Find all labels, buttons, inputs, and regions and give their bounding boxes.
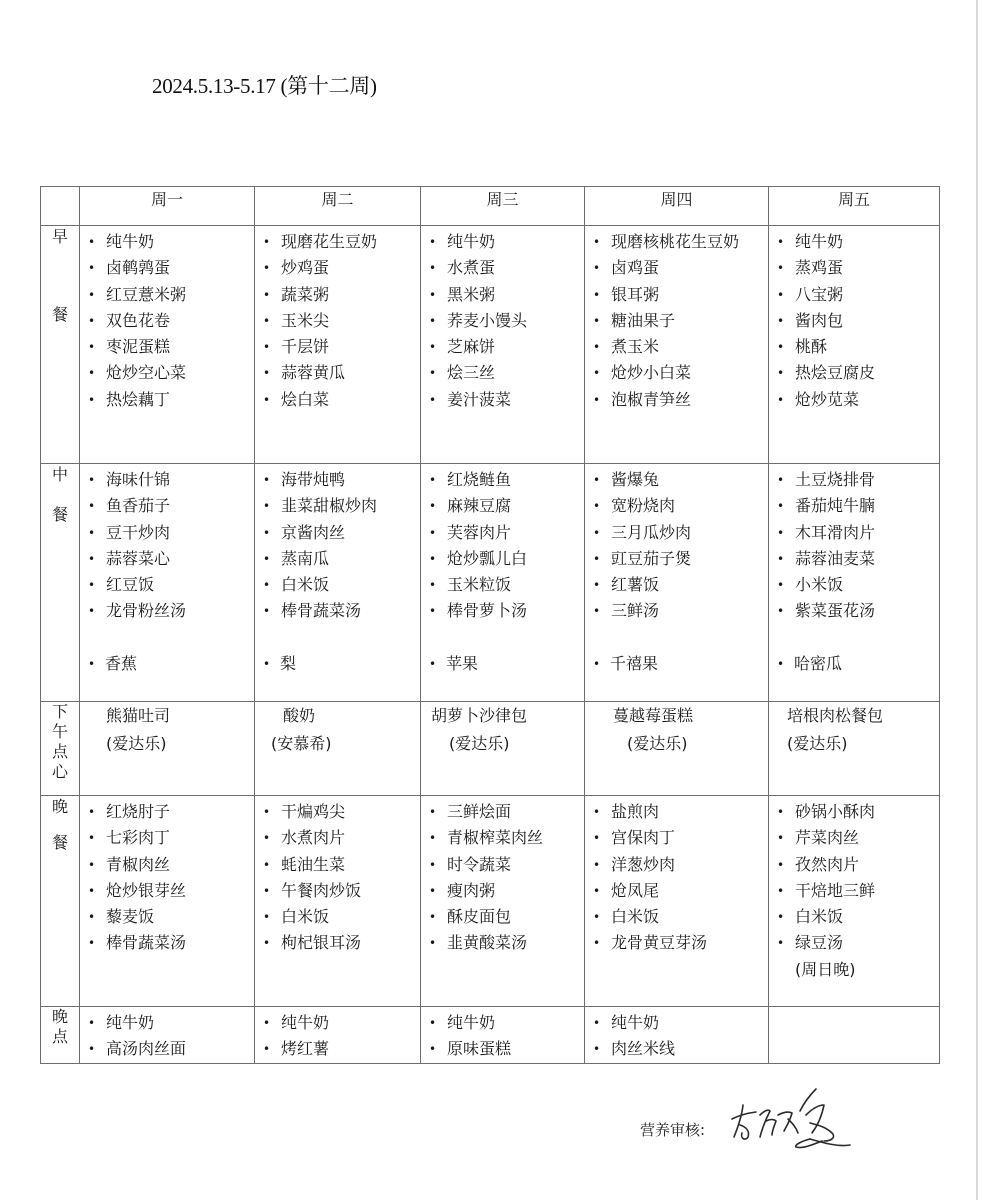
snack-cell-mon <box>80 702 255 796</box>
menu-item: • 原味蛋糕 <box>429 1036 584 1062</box>
menu-item: • 红薯饭 <box>593 572 768 598</box>
weekly-menu-table <box>40 186 940 1064</box>
menu-item: • 纯牛奶 <box>263 1010 420 1036</box>
menu-item: • 烩三丝 <box>429 360 584 386</box>
menu-item: • 干焙地三鲜 <box>777 878 939 904</box>
snack-name: 胡萝卜沙律包 <box>431 706 528 725</box>
day-header: 周四 <box>585 187 769 226</box>
snack-cell-thu <box>585 702 769 796</box>
menu-item: • 小米饭 <box>777 572 939 598</box>
menu-item: • 纯牛奶 <box>88 1010 254 1036</box>
review-signature-area <box>640 1075 860 1165</box>
day-header: 周二 <box>255 187 421 226</box>
menu-item: • 棒骨蔬菜汤 <box>263 598 420 624</box>
menu-item: • 海味什锦 <box>88 467 254 493</box>
night-cell-mon <box>80 1007 255 1064</box>
menu-item: • 炝炒瓢儿白 <box>429 546 584 572</box>
breakfast-cell-tue <box>255 226 421 464</box>
menu-item: • 瘦肉粥 <box>429 878 584 904</box>
menu-item: • 炝凤尾 <box>593 878 768 904</box>
menu-item: • 纯牛奶 <box>429 229 584 255</box>
fruit-item: • 哈密瓜 <box>777 651 939 677</box>
snack-brand: (安慕希) <box>271 734 332 753</box>
menu-item: • 现磨核桃花生豆奶 <box>593 229 768 255</box>
menu-item: • 枸杞银耳汤 <box>263 930 420 956</box>
snack-brand: (爱达乐) <box>627 734 688 753</box>
night-cell-fri <box>769 1007 940 1064</box>
menu-item: • 龙骨黄豆芽汤 <box>593 930 768 956</box>
meal-label-breakfast: 早 餐 <box>41 226 80 464</box>
snack-brand: (爱达乐) <box>106 734 167 753</box>
menu-item: • 七彩肉丁 <box>88 825 254 851</box>
menu-item: • 紫菜蛋花汤 <box>777 598 939 624</box>
menu-item: • 土豆烧排骨 <box>777 467 939 493</box>
page-title: 2024.5.13-5.17 (第十二周) <box>152 74 377 98</box>
breakfast-cell-mon <box>80 226 255 464</box>
menu-item: • 三鲜汤 <box>593 598 768 624</box>
menu-item: • 黑米粥 <box>429 282 584 308</box>
menu-item: • 红烧鲢鱼 <box>429 467 584 493</box>
menu-item: • 白米饭 <box>777 904 939 930</box>
menu-item: • 水煮蛋 <box>429 255 584 281</box>
menu-item: • 桃酥 <box>777 334 939 360</box>
menu-item: • 龙骨粉丝汤 <box>88 598 254 624</box>
menu-item: • 青椒榨菜肉丝 <box>429 825 584 851</box>
menu-item: • 白米饭 <box>593 904 768 930</box>
menu-item: • 酱爆兔 <box>593 467 768 493</box>
menu-item: • 姜汁菠菜 <box>429 387 584 413</box>
snack-row <box>41 702 940 796</box>
lunch-cell-tue <box>255 464 421 702</box>
menu-item: • 炝炒苋菜 <box>777 387 939 413</box>
night-snack-row <box>41 1007 940 1064</box>
menu-item: • 双色花卷 <box>88 308 254 334</box>
menu-item: • 海带炖鸭 <box>263 467 420 493</box>
menu-item: • 鱼香茄子 <box>88 493 254 519</box>
day-header: 周一 <box>80 187 255 226</box>
menu-item: • 番茄炖牛腩 <box>777 493 939 519</box>
page-edge <box>976 0 978 1200</box>
lunch-cell-mon <box>80 464 255 702</box>
breakfast-row <box>41 226 940 464</box>
menu-item: • 韭黄酸菜汤 <box>429 930 584 956</box>
fruit-item: • 香蕉 <box>88 651 254 677</box>
menu-item: • 红豆薏米粥 <box>88 282 254 308</box>
menu-item: • 木耳滑肉片 <box>777 520 939 546</box>
menu-item: • 泡椒青笋丝 <box>593 387 768 413</box>
menu-item: • 肉丝米线 <box>593 1036 768 1062</box>
night-cell-wed <box>421 1007 585 1064</box>
corner-cell <box>41 187 80 226</box>
menu-item: • 卤鹌鹑蛋 <box>88 255 254 281</box>
day-header: 周三 <box>421 187 585 226</box>
menu-item: • 千层饼 <box>263 334 420 360</box>
menu-item: • 芙蓉肉片 <box>429 520 584 546</box>
snack-name: 蔓越莓蛋糕 <box>613 706 694 725</box>
menu-item: • 时令蔬菜 <box>429 852 584 878</box>
menu-item: • 棒骨萝卜汤 <box>429 598 584 624</box>
snack-brand: (爱达乐) <box>787 734 848 753</box>
breakfast-cell-thu <box>585 226 769 464</box>
menu-item: • 荞麦小馒头 <box>429 308 584 334</box>
menu-item: • 酥皮面包 <box>429 904 584 930</box>
fruit-item: • 梨 <box>263 651 420 677</box>
menu-item: • 卤鸡蛋 <box>593 255 768 281</box>
menu-item: • 玉米粒饭 <box>429 572 584 598</box>
menu-item: • 银耳粥 <box>593 282 768 308</box>
dinner-cell-thu <box>585 796 769 1007</box>
menu-item: • 玉米尖 <box>263 308 420 334</box>
dinner-cell-mon <box>80 796 255 1007</box>
menu-item: • 宽粉烧肉 <box>593 493 768 519</box>
dinner-cell-tue <box>255 796 421 1007</box>
menu-item: • 糖油果子 <box>593 308 768 334</box>
menu-item: • 蒸南瓜 <box>263 546 420 572</box>
menu-item: • 蔬菜粥 <box>263 282 420 308</box>
menu-item: • 蒜蓉菜心 <box>88 546 254 572</box>
menu-item: • 高汤肉丝面 <box>88 1036 254 1062</box>
menu-item: • 麻辣豆腐 <box>429 493 584 519</box>
menu-item: • 青椒肉丝 <box>88 852 254 878</box>
handwritten-signature <box>726 1075 856 1165</box>
dinner-cell-fri <box>769 796 940 1007</box>
menu-item: • 炒鸡蛋 <box>263 255 420 281</box>
menu-item: • 孜然肉片 <box>777 852 939 878</box>
snack-name: 培根肉松餐包 <box>787 706 884 725</box>
night-cell-tue <box>255 1007 421 1064</box>
menu-item: • 蒜蓉黄瓜 <box>263 360 420 386</box>
snack-name: 酸奶 <box>283 706 316 725</box>
meal-label-dinner: 晚 餐 <box>41 796 80 1007</box>
lunch-cell-fri <box>769 464 940 702</box>
meal-label-snack: 下 午 点 心 <box>41 702 80 796</box>
menu-item: • 纯牛奶 <box>777 229 939 255</box>
menu-item: • 水煮肉片 <box>263 825 420 851</box>
lunch-cell-wed <box>421 464 585 702</box>
snack-name: 熊猫吐司 <box>106 706 171 725</box>
snack-cell-tue <box>255 702 421 796</box>
menu-item: • 纯牛奶 <box>593 1010 768 1036</box>
menu-item: • 藜麦饭 <box>88 904 254 930</box>
menu-item: • 现磨花生豆奶 <box>263 229 420 255</box>
fruit-item: • 苹果 <box>429 651 584 677</box>
menu-item: • 红豆饭 <box>88 572 254 598</box>
menu-item: • 蒜蓉油麦菜 <box>777 546 939 572</box>
menu-item: • 白米饭 <box>263 572 420 598</box>
menu-item: • 炝炒小白菜 <box>593 360 768 386</box>
menu-item: • 三月瓜炒肉 <box>593 520 768 546</box>
menu-item: • 纯牛奶 <box>88 229 254 255</box>
breakfast-cell-wed <box>421 226 585 464</box>
menu-item: • 枣泥蛋糕 <box>88 334 254 360</box>
night-cell-thu <box>585 1007 769 1064</box>
fruit-item: • 千禧果 <box>593 651 768 677</box>
menu-item: • 洋葱炒肉 <box>593 852 768 878</box>
menu-item: • 三鲜烩面 <box>429 799 584 825</box>
menu-item: • 豆干炒肉 <box>88 520 254 546</box>
menu-item: • 八宝粥 <box>777 282 939 308</box>
dinner-cell-wed <box>421 796 585 1007</box>
review-label: 营养审核: <box>640 1121 706 1139</box>
menu-item: • 烤红薯 <box>263 1036 420 1062</box>
menu-item: • 芹菜肉丝 <box>777 825 939 851</box>
menu-item: • 纯牛奶 <box>429 1010 584 1036</box>
menu-item: • 午餐肉炒饭 <box>263 878 420 904</box>
menu-item: • 芝麻饼 <box>429 334 584 360</box>
menu-item: • 酱肉包 <box>777 308 939 334</box>
snack-brand: (爱达乐) <box>449 734 510 753</box>
menu-item: • 热烩豆腐皮 <box>777 360 939 386</box>
breakfast-cell-fri <box>769 226 940 464</box>
menu-item: • 蚝油生菜 <box>263 852 420 878</box>
menu-item: • 盐煎肉 <box>593 799 768 825</box>
lunch-row <box>41 464 940 702</box>
menu-item: • 绿豆汤 <box>777 930 939 956</box>
menu-item: • 热烩藕丁 <box>88 387 254 413</box>
dinner-row <box>41 796 940 1007</box>
menu-item: • 烩白菜 <box>263 387 420 413</box>
menu-item: • 干煸鸡尖 <box>263 799 420 825</box>
menu-item: • 豇豆茄子煲 <box>593 546 768 572</box>
snack-cell-fri <box>769 702 940 796</box>
menu-item: • 京酱肉丝 <box>263 520 420 546</box>
snack-cell-wed <box>421 702 585 796</box>
header-row <box>41 187 940 226</box>
day-header: 周五 <box>769 187 940 226</box>
menu-item: • 炝炒银芽丝 <box>88 878 254 904</box>
meal-label-lunch: 中 餐 <box>41 464 80 702</box>
menu-item: • 韭菜甜椒炒肉 <box>263 493 420 519</box>
dinner-note: (周日晚) <box>795 959 856 979</box>
menu-item: • 煮玉米 <box>593 334 768 360</box>
menu-item: • 蒸鸡蛋 <box>777 255 939 281</box>
menu-item: • 砂锅小酥肉 <box>777 799 939 825</box>
menu-item: • 棒骨蔬菜汤 <box>88 930 254 956</box>
lunch-cell-thu <box>585 464 769 702</box>
menu-item: • 白米饭 <box>263 904 420 930</box>
menu-item: • 炝炒空心菜 <box>88 360 254 386</box>
menu-item: • 宫保肉丁 <box>593 825 768 851</box>
meal-label-night: 晚 点 <box>41 1007 80 1064</box>
menu-item: • 红烧肘子 <box>88 799 254 825</box>
